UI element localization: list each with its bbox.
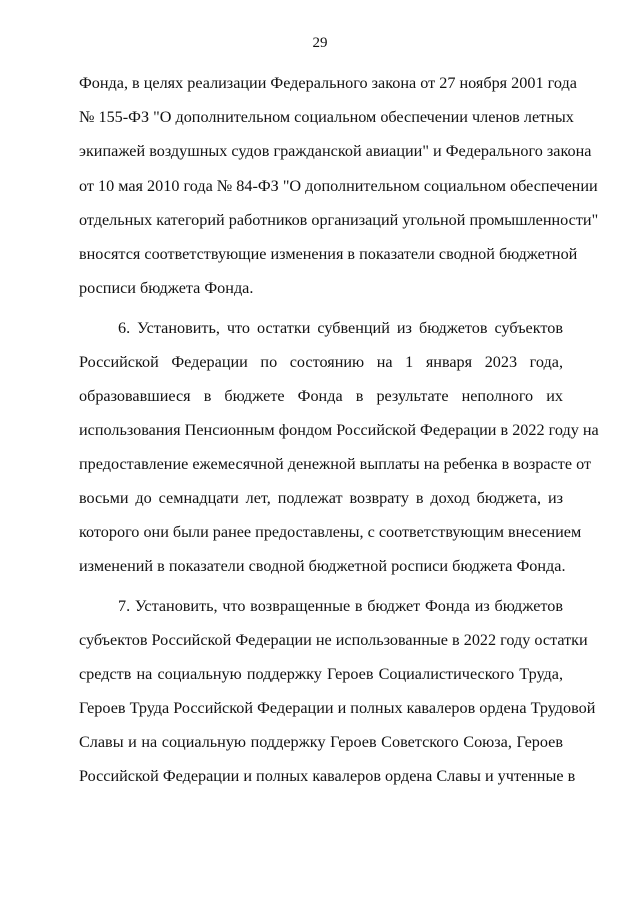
paragraph-3-line-5: Славы и на социальную поддержку Героев Советского Союза, Героев <box>79 733 563 751</box>
paragraph-2-line-8: изменений в показатели сводной бюджетной росписи бюджета Фонда. <box>79 557 566 575</box>
paragraph-3-line-6: Российской Федерации и полных кавалеров ордена Славы и учтенные в <box>79 767 576 785</box>
paragraph-2-line-4: использования Пенсионным фондом Российской Федерации в 2022 году на <box>79 421 599 439</box>
paragraph-2-line-5: предоставление ежемесячной денежной выплаты на ребенка в возрасте от <box>79 455 592 473</box>
paragraph-2-line-2: Российской Федерации по состоянию на 1 января 2023 года, <box>79 353 563 371</box>
paragraph-1-line-1: Фонда, в целях реализации Федерального закона от 27 ноября 2001 года <box>79 74 577 92</box>
paragraph-1-line-6: вносятся соответствующие изменения в показатели сводной бюджетной <box>79 245 578 263</box>
paragraph-2-line-3: образовавшиеся в бюджете Фонда в результате неполного их <box>79 387 563 405</box>
paragraph-3-line-3: средств на социальную поддержку Героев Социалистического Труда, <box>79 665 563 683</box>
paragraph-1-line-5: отдельных категорий работников организаций угольной промышленности" <box>79 211 599 229</box>
paragraph-2-line-7: которого они были ранее предоставлены, с соответствующим внесением <box>79 523 582 541</box>
paragraph-2-line-1: 6. Установить, что остатки субвенций из бюджетов субъектов <box>118 319 563 337</box>
paragraph-3-line-2: субъектов Российской Федерации не использованные в 2022 году остатки <box>79 631 588 649</box>
paragraph-1-line-2: № 155-ФЗ "О дополнительном социальном обеспечении членов летных <box>79 108 574 126</box>
paragraph-1-line-4: от 10 мая 2010 года № 84-ФЗ "О дополнительном социальном обеспечении <box>79 177 598 195</box>
paragraph-3-line-4: Героев Труда Российской Федерации и полных кавалеров ордена Трудовой <box>79 699 596 717</box>
paragraph-2-line-6: восьми до семнадцати лет, подлежат возврату в доход бюджета, из <box>79 489 563 507</box>
page-number: 29 <box>312 35 328 51</box>
paragraph-1-line-7: росписи бюджета Фонда. <box>79 279 254 297</box>
paragraph-3-line-1: 7. Установить, что возвращенные в бюджет Фонда из бюджетов <box>118 597 563 615</box>
paragraph-1-line-3: экипажей воздушных судов гражданской авиации" и Федерального закона <box>79 142 592 160</box>
